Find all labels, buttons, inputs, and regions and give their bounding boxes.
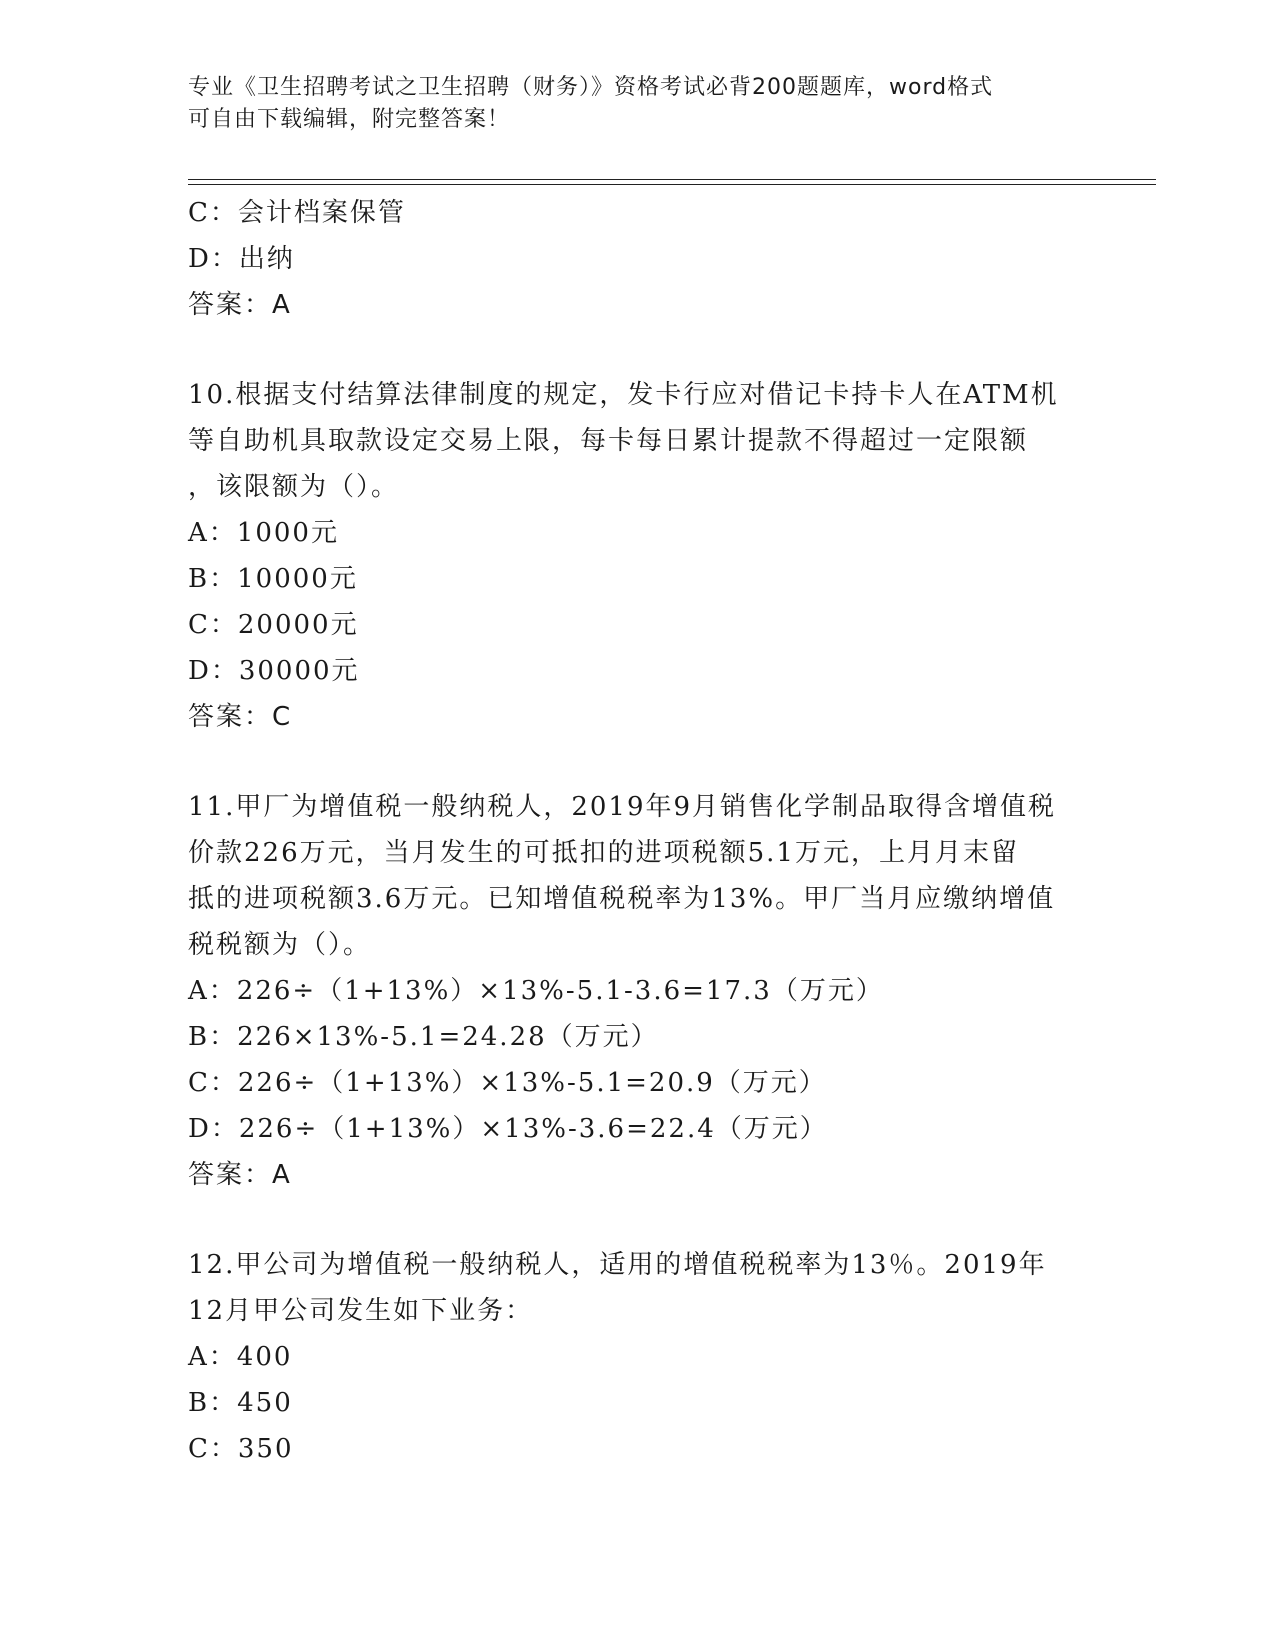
option-c: C：350 [188, 1434, 294, 1464]
option-b: B：226×13%-5.1=24.28（万元） [188, 1022, 659, 1052]
header-rule-top [188, 179, 1156, 180]
option-b: B：450 [188, 1388, 293, 1418]
question-stem: 价款226万元，当月发生的可抵扣的进项税额5.1万元，上月月末留 [188, 838, 1019, 868]
spacer [188, 1198, 1088, 1242]
question-12 [188, 1242, 1088, 1472]
question-stem: 税税额为（）。 [188, 930, 372, 960]
question-11 [188, 784, 1088, 1198]
option-a: A：1000元 [188, 518, 339, 548]
question-stem: 11.甲厂为增值税一般纳税人，2019年9月销售化学制品取得含增值税 [188, 792, 1057, 822]
option-c: C：20000元 [188, 610, 359, 640]
question-stem: 12月甲公司发生如下业务： [188, 1296, 534, 1326]
header-line-1: 专业《卫生招聘考试之卫生招聘（财务）》资格考试必背200题题库，word格式 [188, 75, 994, 100]
question-stem: 抵的进项税额3.6万元。已知增值税税率为13%。甲厂当月应缴纳增值 [188, 884, 1056, 914]
document-body [188, 190, 1088, 1472]
spacer [188, 328, 1088, 372]
option-c: C：226÷（1+13%）×13%-5.1=20.9（万元） [188, 1068, 827, 1098]
option-c: C：会计档案保管 [188, 198, 406, 228]
question-stem: 10.根据支付结算法律制度的规定，发卡行应对借记卡持卡人在ATM机 [188, 380, 1059, 410]
option-b: B：10000元 [188, 564, 358, 594]
option-d: D：出纳 [188, 244, 295, 274]
option-a: A：226÷（1+13%）×13%-5.1-3.6=17.3（万元） [188, 976, 884, 1006]
question-stem: 等自助机具取款设定交易上限，每卡每日累计提款不得超过一定限额 [188, 426, 1029, 456]
spacer [188, 740, 1088, 784]
option-d: D：226÷（1+13%）×13%-3.6=22.4（万元） [188, 1114, 828, 1144]
answer-line: 答案：C [188, 702, 293, 732]
answer-line: 答案：A [188, 1160, 292, 1190]
question-stem: 12.甲公司为增值税一般纳税人，适用的增值税税率为13％。2019年 [188, 1250, 1047, 1280]
question-stem: ，该限额为（）。 [188, 472, 400, 502]
document-header [188, 72, 1088, 136]
answer-line: 答案：A [188, 290, 292, 320]
option-d: D：30000元 [188, 656, 360, 686]
question-9 [188, 190, 1088, 328]
header-rule-bottom [188, 184, 1156, 185]
option-a: A：400 [188, 1342, 293, 1372]
question-10 [188, 372, 1088, 740]
header-line-2: 可自由下载编辑，附完整答案！ [188, 107, 511, 132]
